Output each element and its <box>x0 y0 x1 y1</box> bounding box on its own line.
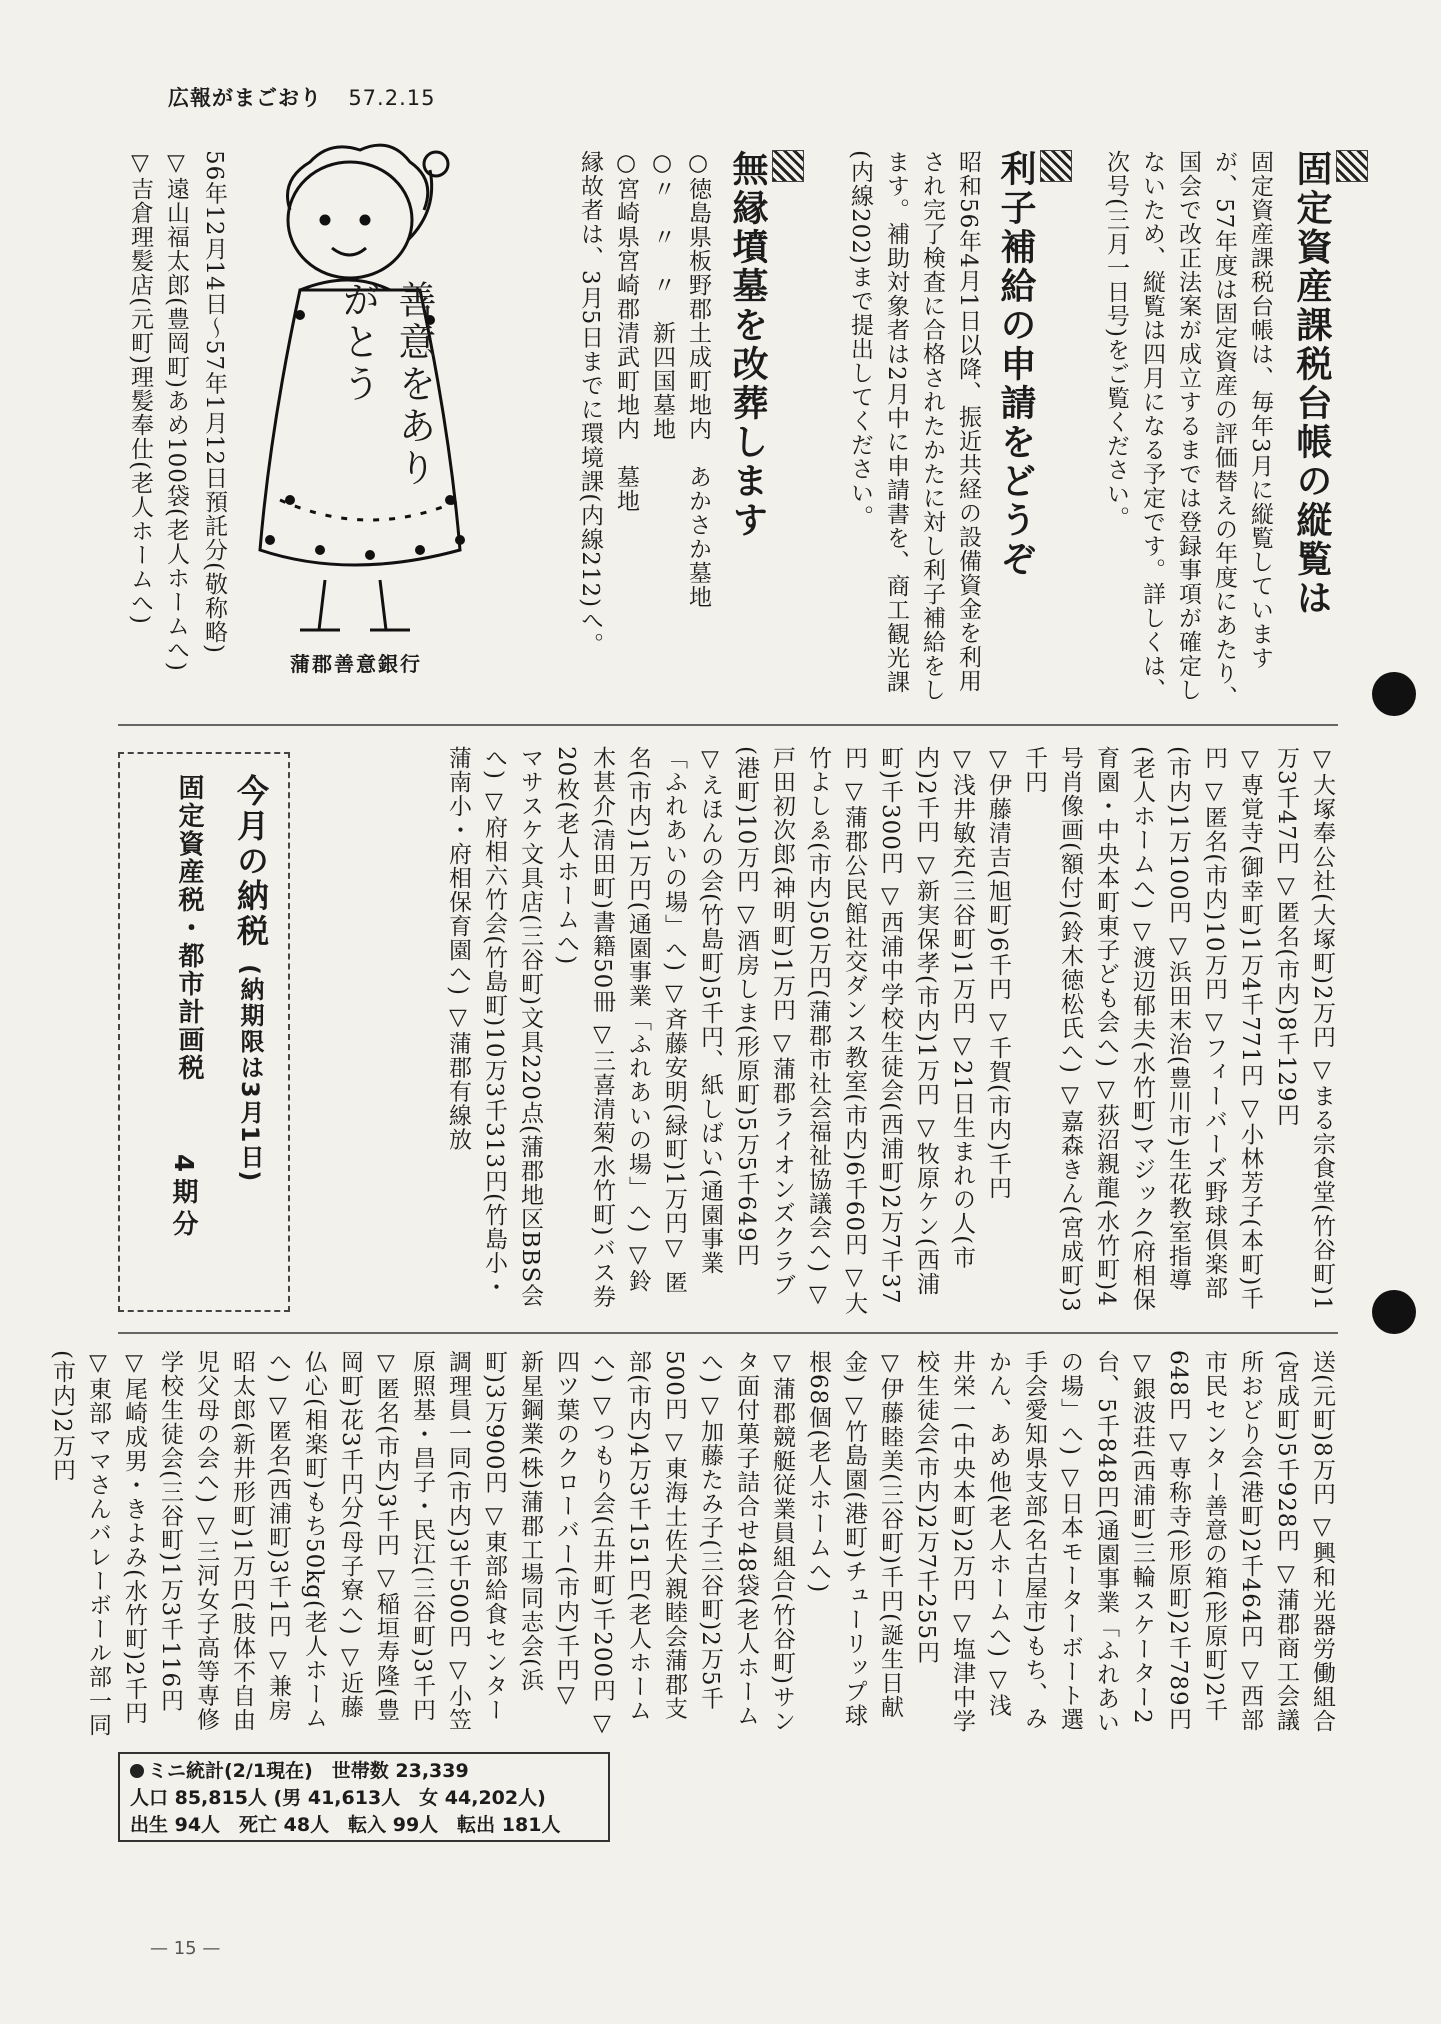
mini-stats-vital: 出生 94人 死亡 48人 転入 99人 転出 181人 <box>130 1814 561 1836</box>
tax-payment-item: 固定資産税・都市計画税 <box>174 774 204 1082</box>
donor-entry: ▽浅井敏充(三谷町)1万円 ▽21日生まれの人(市内)2千円 ▽新実保孝(市内)1万円 ▽牧原ケン(西浦町)千300円 ▽西浦中学校生徒会(西浦町)2万7千37円 ▽蒲郡公民館社交ダンス教室(市内)6千60円 ▽大竹よしゑ(市内)50万円(蒲郡市社会福祉協議会へ) ▽戸田初次郎(神明町)1万円 ▽蒲郡ライオンズクラブ(港町)10万円 ▽酒房しま(形原町)5万5千649円 <box>733 746 975 1316</box>
mini-stats-households: 世帯数 23,339 <box>331 1760 469 1782</box>
tax-payment-deadline: (納期限は3月1日) <box>236 964 264 1184</box>
graves-title: 無縁墳墓を改葬します <box>722 150 804 670</box>
publication-title: 広報がまごおり <box>168 86 322 110</box>
graves-item: ○宮崎県宮崎郡清武町地内 墓地 <box>613 150 639 513</box>
goodwill-donors-bottom <box>49 1350 1340 1740</box>
graves-list <box>540 150 716 710</box>
bullet-icon <box>130 1764 144 1778</box>
donor-entry: ▽専覚寺(御幸町)1万4千771円 ▽小林芳子(本町)千円 ▽匿名(市内)10万円 ▽フィーバーズ野球倶楽部(市内)1万100円 ▽浜田末治(豊川市)生花教室指導(老人ホームへ) ▽渡辺郁夫(水竹町)マジック(府相保育園・中央本町東子ども会へ) ▽荻沼親龍(水竹町)4号肖像画(額付)(鈴木徳松氏へ) ▽嘉森きん(宮成町)3千円 <box>1021 746 1263 1313</box>
goodwill-bank-caption: 蒲郡善意銀行 <box>290 652 422 676</box>
donor-entry: 送(元町)8万円 ▽興和光器労働組合(宮成町)5千928円 ▽蒲郡商工会議所おどり会(港町)2千464円 ▽西部市民センター善意の箱(形原町)2千648円 ▽専称寺(形原町)2千789円 ▽銀波荘(西浦町)三輪スケーター2台、5千848円(通園事業「ふれあいの場」へ) ▽日本モーターボート選手会愛知県支部(名古屋市)もち、みかん、あめ他(老人ホームへ) ▽浅井栄一(中央本町)2万円 ▽塩津中学校生徒会(市内)2万7千255円 <box>913 1350 1335 1735</box>
interest-body: 昭和56年4月1日以降、振近共経の設備資金を利用され完了検査に合格されたかたに対し利子補給をします。補助対象者は2月中に申請書を、商工観光課(内線202)まで提出してください。 <box>847 150 981 702</box>
graves-item: ○〃 〃 〃 新四国墓地 <box>649 150 675 441</box>
donor-entry: ▽吉倉理髪店(元町)理髪奉仕(老人ホームへ) <box>127 150 153 625</box>
goodwill-donors-top <box>118 150 194 710</box>
goodwill-illustration-title: 善意をありがとう <box>336 280 436 490</box>
mini-stats-box <box>118 1752 610 1842</box>
binder-hole-icon <box>1372 672 1416 716</box>
donor-entry: ▽えほんの会(竹島町)5千円、紙しばい(通園事業「ふれあいの場」へ) ▽斉藤安明(緑町)1万円▽ 匿名(市内)1万円(通園事業「ふれあいの場」へ) ▽鈴木甚介(清田町)書籍50冊 ▽三喜清菊(水竹町)バス券20枚(老人ホームへ) <box>553 746 723 1309</box>
donor-entry: マサスケ文具店(三谷町)文具220点(蒲郡地区BBS会へ) ▽府相六竹会(竹島町)10万3千313円(竹島小・蒲南小・府相保育園へ) ▽蒲郡有線放 <box>445 746 543 1308</box>
donor-entry: ▽伊藤睦美(三谷町)千円(誕生日献金) ▽竹島園(港町)チューリップ球根68個(老人ホームへ) <box>805 1350 903 1728</box>
tax-payment-title: 今月の納税 <box>232 774 270 949</box>
donor-entry: ▽大塚奉公社(大塚町)2万円 ▽まる宗食堂(竹谷町)1万3千47円 ▽匿名(市内)8千129円 <box>1273 746 1335 1312</box>
tax-payment-installment: 4期分 <box>168 1154 198 1243</box>
page-number: — 15 — <box>150 1938 221 1959</box>
tax-payment-box <box>118 752 290 1312</box>
goodwill-period: 56年12月14日〜57年1月12日預託分(敬称略) <box>201 150 227 654</box>
tax-ledger-title: 固定資産課税台帳の縦覧は <box>1286 150 1368 670</box>
donor-entry: ▽伊藤清吉(旭町)6千円 ▽千賀(市内)千円 <box>985 746 1011 1200</box>
section-divider <box>118 724 1338 726</box>
mini-stats-label: ミニ統計(2/1現在) <box>148 1760 313 1782</box>
head-shape <box>288 162 412 278</box>
tax-ledger-body: 固定資産課税台帳は、毎年3月に縦覧していますが、57年度は固定資産の評価替えの年度にあたり、国会で改正法案が成立するまでは登録事項が確定しないため、縦覧は四月になる予定です。詳しくは、次号(三月一日号)をご覧ください。 <box>1103 150 1273 710</box>
goodwill-donors-middle <box>296 746 1340 1316</box>
graves-note: 縁故者は、3月5日までに環境課(内線212)へ。 <box>577 150 603 657</box>
donor-entry: ▽蒲郡競艇従業員組合(竹谷町)サンタ面付菓子詰合せ48袋(老人ホームへ) ▽加藤たみ子(三谷町)2万5千500円 ▽東海土佐犬親睦会蒲郡支部(市内)4万3千151円(老人ホームへ) ▽つもり会(五井町)千200円 ▽四ツ葉のクローバー(市内)千円▽ 新星鋼業(株)蒲郡工場同志会(浜町)3万900円 ▽東部給食センター調理員一同(市内)3千500円 ▽小笠原照基・昌子・民江(三谷町)3千円 ▽匿名(市内)3千円 ▽稲垣寿隆(豊岡町)花3千円分(母子寮へ) ▽近藤仏心(相楽町)もち50kg(老人ホームへ) ▽匿名(西浦町)3千1円 ▽兼房昭太郎(新井形町)1万円(肢体不自由児父母の会へ) ▽三河女子高等専修学校生徒会(三谷町)1万3千116円 ▽尾崎成男・きよみ(水竹町)2千円 ▽東部ママさんバレーボール部一同(市内)2万円 <box>49 1350 795 1738</box>
publication-date: 57.2.15 <box>348 86 436 110</box>
binder-hole-icon <box>1372 1290 1416 1334</box>
mini-stats-population: 人口 85,815人 (男 41,613人 女 44,202人) <box>130 1787 546 1809</box>
graves-item: ○徳島県板野郡土成町地内 あかさか墓地 <box>685 150 711 609</box>
page-header <box>168 82 435 112</box>
interest-title: 利子補給の申請をどうぞ <box>990 150 1072 670</box>
section-divider <box>118 1332 1338 1334</box>
donor-entry: ▽遠山福太郎(豊岡町)あめ100袋(老人ホームへ) <box>163 150 189 672</box>
